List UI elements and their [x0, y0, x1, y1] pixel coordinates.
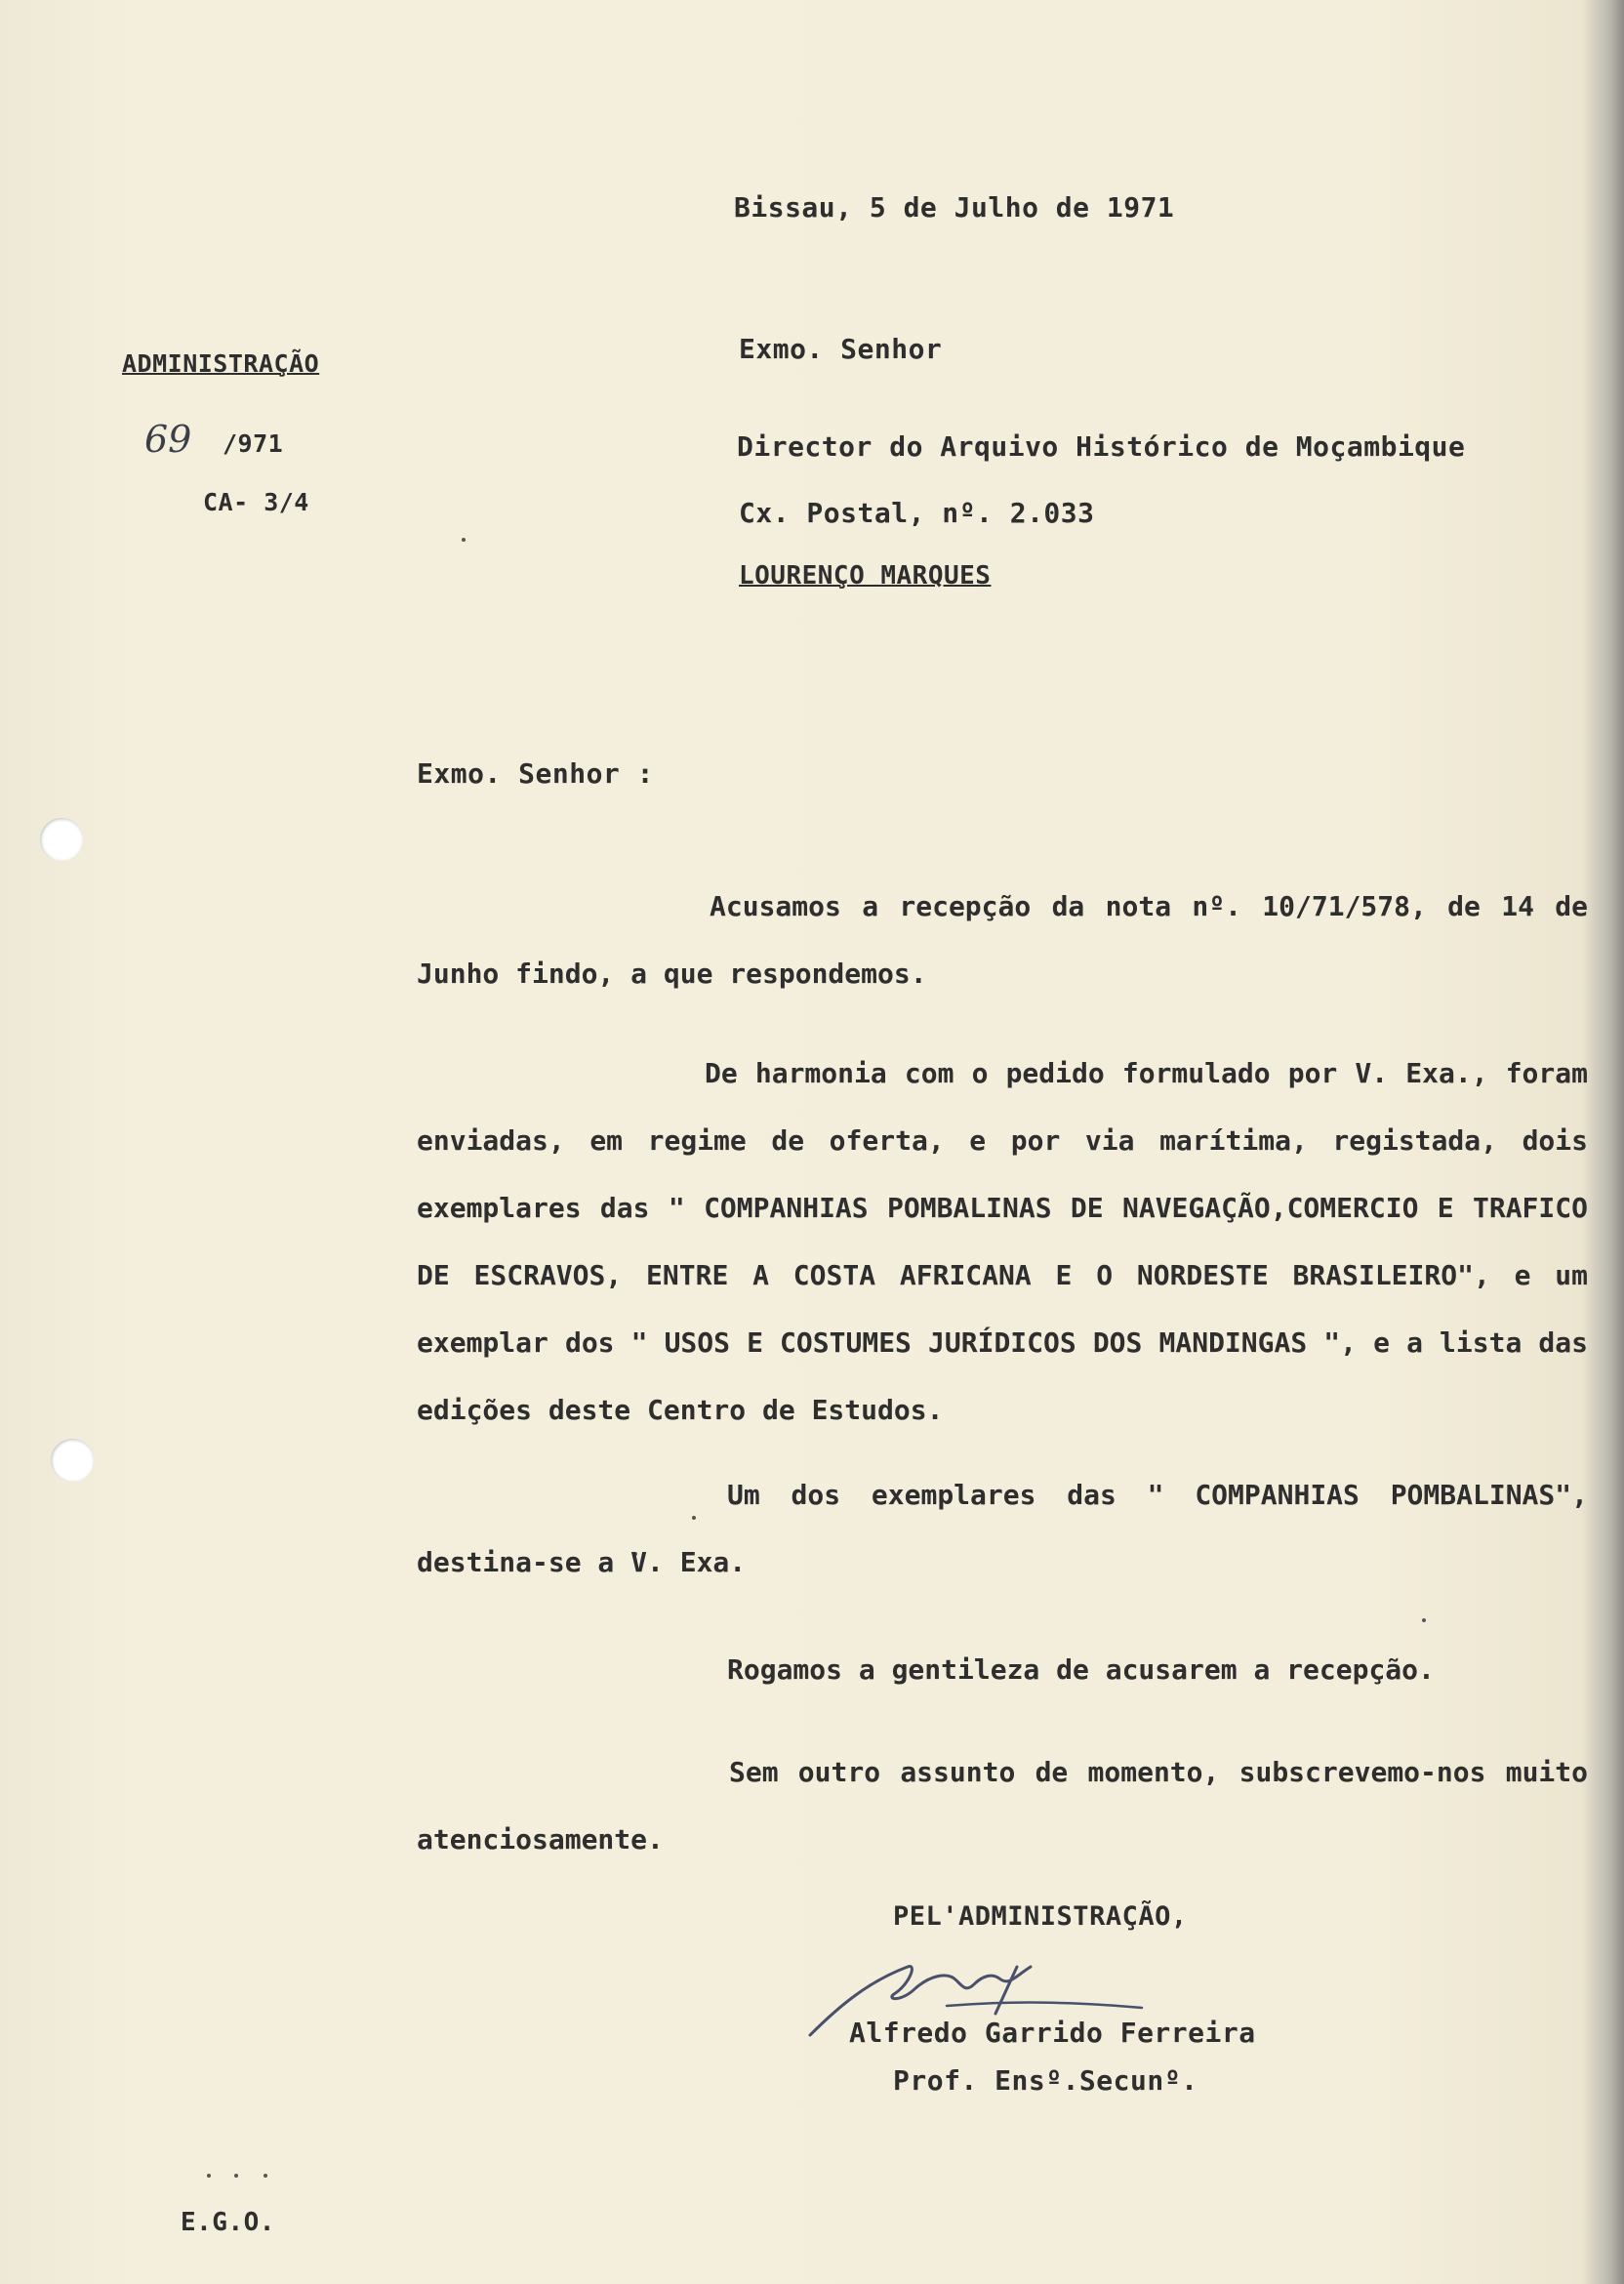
footer-dot: [264, 2174, 267, 2178]
paragraph-copy-destination: Um dos exemplares das " COMPANHIAS POMBALINAS", destina-se a V. Exa.: [417, 1479, 1588, 1578]
department-label: ADMINISTRAÇÃO: [122, 349, 320, 378]
paragraph-receipt: Acusamos a recepção da nota nº. 10/71/578, de 14 de Junho findo, a que respondemos.: [417, 890, 1588, 990]
reference-year: /971: [223, 429, 284, 458]
footer-dot: [234, 2174, 238, 2178]
greeting: Exmo. Senhor :: [417, 757, 655, 790]
footer-dot: [207, 2174, 211, 2178]
reference-code: CA- 3/4: [203, 488, 309, 516]
footer-initials: E.G.O.: [181, 2208, 275, 2237]
signatory-name: Alfredo Garrido Ferreira: [849, 2017, 1256, 2049]
reference-number-handwritten: 69: [144, 418, 192, 461]
recipient-salutation: Exmo. Senhor: [739, 333, 943, 365]
ink-speck: [462, 538, 466, 542]
signatory-position: Prof. Ensº.Secunº.: [893, 2064, 1198, 2097]
on-behalf-label: PEL'ADMINISTRAÇÃO,: [893, 1901, 1188, 1932]
recipient-address: Cx. Postal, nº. 2.033: [739, 497, 1095, 529]
recipient-title: Director do Arquivo Histórico de Moçambique: [737, 430, 1466, 463]
punch-hole-bottom: [51, 1439, 94, 1482]
punch-hole-top: [40, 818, 83, 861]
ink-speck: [1422, 1618, 1426, 1622]
paragraph-closing: Sem outro assunto de momento, subscrevemo-nos muito atenciosamente.: [417, 1756, 1588, 1856]
recipient-city: LOURENÇO MARQUES: [739, 561, 992, 591]
place-date: Bissau, 5 de Julho de 1971: [734, 191, 1175, 224]
paragraph-request: Rogamos a gentileza de acusarem a recepção.: [727, 1653, 1435, 1686]
paragraph-shipment: De harmonia com o pedido formulado por V. Exa., foram enviadas, em regime de oferta, e por via marítima, registada, dois exemplares das " COMPANHIAS POMBALINAS DE NAVEGAÇÃO,COMERCIO E TRAFICO DE ESCRAVOS, ENTRE A COSTA AFRICANA E O NORDESTE BRASILEIRO", e um exemplar dos " USOS E COSTUMES JURÍDICOS DOS MANDINGAS ", e a lista das edições deste Centro de Estudos.: [417, 1057, 1588, 1426]
